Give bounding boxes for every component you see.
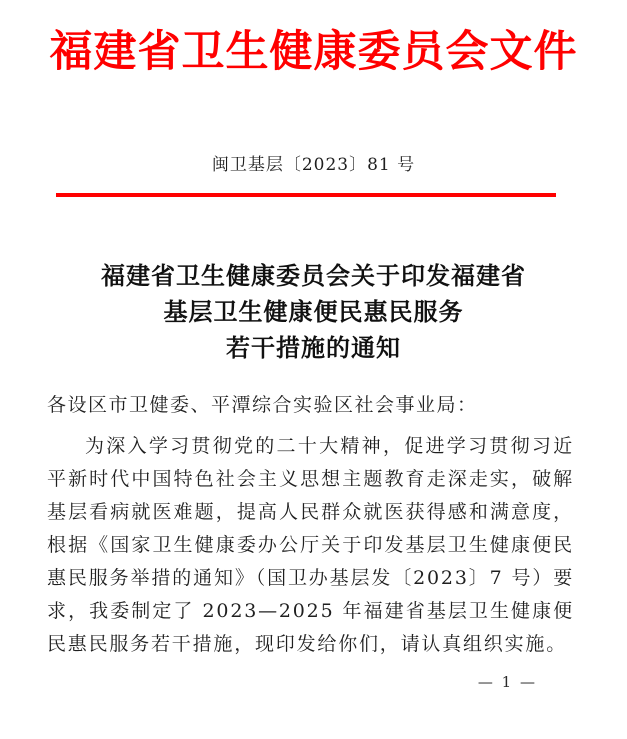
document-title xyxy=(0,258,627,366)
body-paragraph: 为深入学习贯彻党的二十大精神，促进学习贯彻习近平新时代中国特色社会主义思想主题教育走深走实，破解基层看病就医难题，提高人民群众就医获得感和满意度，根据《国家卫生健康委办公厅关于印发基层卫生健康便民惠民服务举措的通知》（国卫办基层发〔2023〕7 号）要求，我委制定了 2023—2025 年福建省基层卫生健康便民惠民服务若干措施，现印发给你们，请认真组织实施。 xyxy=(47,435,574,655)
document-title-line-3: 若干措施的通知 xyxy=(226,333,401,362)
document-title-line-2: 基层卫生健康便民惠民服务 xyxy=(163,297,464,326)
red-divider-line xyxy=(56,193,556,197)
document-title-line-1: 福建省卫生健康委员会关于印发福建省 xyxy=(101,261,526,290)
document-reference-number: 闽卫基层〔2023〕81 号 xyxy=(211,155,416,175)
agency-letterhead-title: 福建省卫生健康委员会文件 xyxy=(49,27,578,77)
page-number: — 1 — xyxy=(477,673,537,691)
salutation-addressees: 各设区市卫健委、平潭综合实验区社会事业局： xyxy=(47,394,478,416)
